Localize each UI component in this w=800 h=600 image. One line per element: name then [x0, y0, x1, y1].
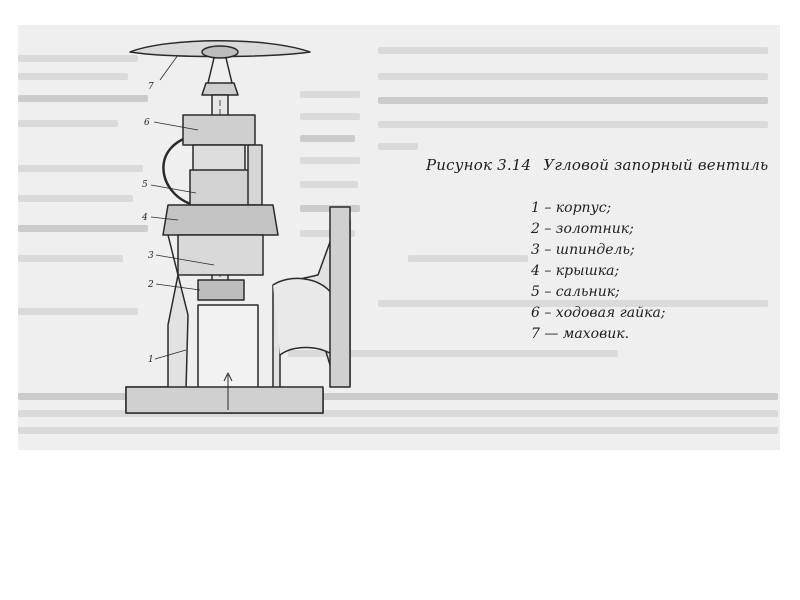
- parts-legend: [531, 198, 766, 345]
- part-label-3: 3: [148, 251, 154, 261]
- figure-number: Рисунок 3.14: [426, 156, 532, 174]
- scanned-page: [18, 25, 780, 450]
- part-label-1: 1: [148, 355, 154, 365]
- figure-caption-block: [426, 156, 769, 345]
- part-label-2: 2: [148, 280, 154, 290]
- legend-item: 1 – корпус;: [531, 200, 612, 216]
- part-label-7: 7: [148, 82, 154, 92]
- legend-item: 3 – шпиндель;: [531, 242, 635, 258]
- handwheel-illustration: [130, 41, 310, 95]
- part-number-labels: [141, 82, 154, 365]
- legend-item: 7 — маховик.: [531, 326, 630, 342]
- part-label-5: 5: [142, 180, 148, 190]
- figure-title: Угловой запорный вентиль: [543, 156, 769, 174]
- legend-item: 4 – крышка;: [531, 263, 620, 279]
- figure-caption: [426, 156, 769, 174]
- legend-item: 6 – ходовая гайка;: [531, 305, 666, 321]
- part-label-6: 6: [144, 118, 150, 128]
- legend-item: 2 – золотник;: [531, 221, 634, 237]
- part-label-4: 4: [142, 213, 148, 223]
- legend-item: 5 – сальник;: [531, 284, 620, 300]
